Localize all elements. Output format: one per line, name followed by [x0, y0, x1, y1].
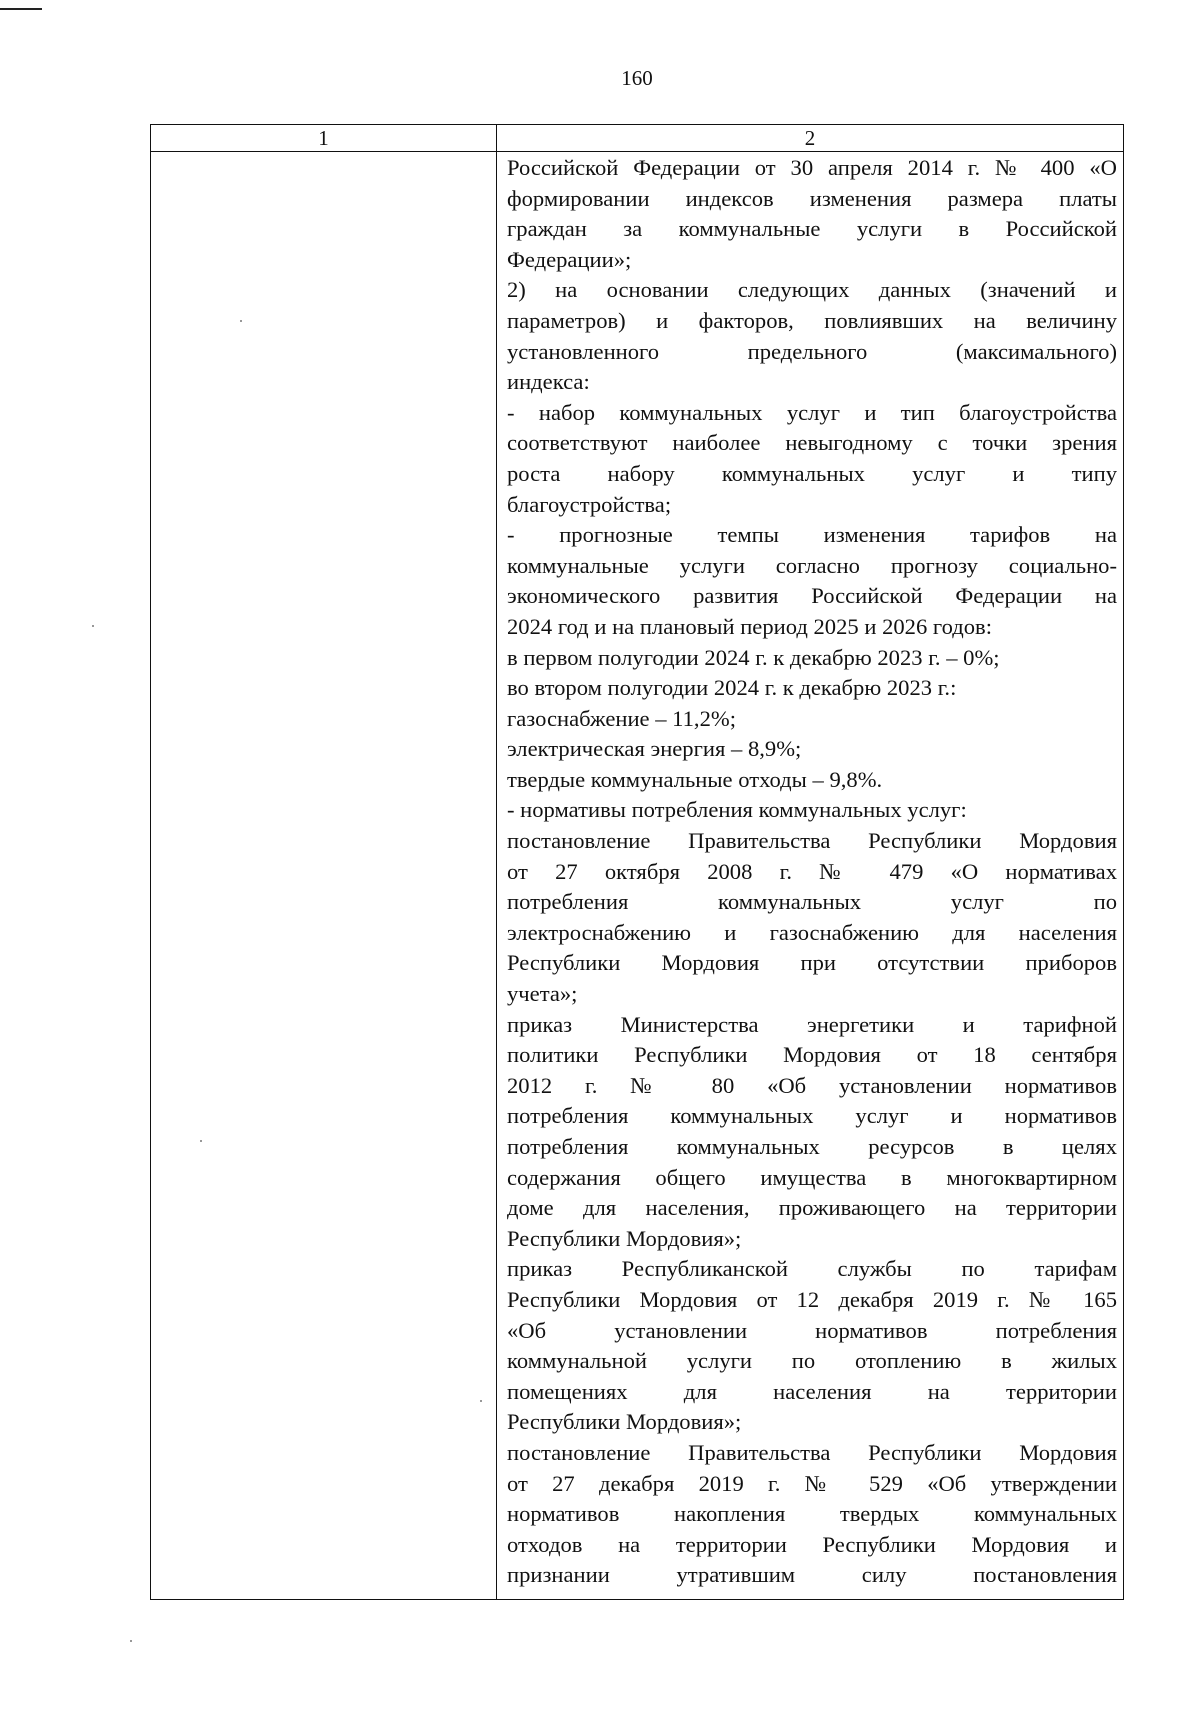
scan-speck	[130, 1640, 132, 1642]
text-line: политики Республики Мордовия от 18 сентября	[507, 1042, 1117, 1068]
document-table	[150, 124, 1124, 1600]
text-line: - прогнозные темпы изменения тарифов на	[507, 522, 1117, 548]
text-line: - нормативы потребления коммунальных услуг:	[507, 797, 967, 823]
text-line: Республики Мордовия»;	[507, 1225, 742, 1251]
text-line: параметров) и факторов, повлиявших на величину	[507, 307, 1117, 333]
scan-edge-mark	[0, 8, 42, 10]
text-line: 2012 г. № 80 «Об установлении нормативов	[507, 1072, 1117, 1098]
text-line: - набор коммунальных услуг и тип благоустройства	[507, 399, 1117, 425]
text-line: учета»;	[507, 981, 578, 1007]
text-line: Республики Мордовия от 12 декабря 2019 г. № 165	[507, 1286, 1117, 1312]
text-line: Федерации»;	[507, 246, 632, 272]
text-line: отходов на территории Республики Мордовия и	[507, 1531, 1117, 1557]
text-line: Республики Мордовия при отсутствии приборов	[507, 950, 1117, 976]
text-line: постановление Правительства Республики Мордовия	[507, 1439, 1117, 1465]
text-line: помещениях для населения на территории	[507, 1378, 1117, 1404]
text-line: роста набору коммунальных услуг и типу	[507, 460, 1117, 486]
text-line: от 27 октября 2008 г. № 479 «О нормативах	[507, 858, 1117, 884]
scan-speck	[92, 625, 94, 627]
table-header-row	[151, 125, 1123, 152]
text-line: приказ Министерства энергетики и тарифной	[507, 1011, 1117, 1037]
text-line: потребления коммунальных услуг по	[507, 889, 1117, 915]
text-line: постановление Правительства Республики Мордовия	[507, 828, 1117, 854]
text-line: признании утратившим силу постановления	[507, 1562, 1117, 1588]
column-header-1: 1	[318, 126, 329, 150]
text-line: соответствуют наиболее невыгодному с точки зрения	[507, 430, 1117, 456]
text-line: благоустройства;	[507, 491, 672, 517]
text-line: установленного предельного (максимального)	[507, 338, 1117, 364]
text-line: экономического развития Российской Федерации на	[507, 583, 1117, 609]
text-line: твердые коммунальные отходы – 9,8%.	[507, 766, 883, 792]
column-2-cell	[507, 153, 1117, 1591]
text-line: формировании индексов изменения размера платы	[507, 185, 1117, 211]
text-line: содержания общего имущества в многоквартирном	[507, 1164, 1117, 1190]
text-line: потребления коммунальных услуг и нормативов	[507, 1103, 1117, 1129]
text-line: в первом полугодии 2024 г. к декабрю 2023 г. – 0%;	[507, 644, 1000, 670]
text-line: во втором полугодии 2024 г. к декабрю 2023 г.:	[507, 675, 957, 701]
text-line: доме для населения, проживающего на территории	[507, 1195, 1117, 1221]
text-line: граждан за коммунальные услуги в Российской	[507, 216, 1117, 242]
text-line: Республики Мордовия»;	[507, 1409, 742, 1435]
text-line: приказ Республиканской службы по тарифам	[507, 1256, 1117, 1282]
text-line: от 27 декабря 2019 г. № 529 «Об утверждении	[507, 1470, 1117, 1496]
column-divider	[496, 125, 497, 1599]
text-line: газоснабжение – 11,2%;	[507, 705, 736, 731]
text-line: Российской Федерации от 30 апреля 2014 г. № 400 «О	[507, 155, 1117, 180]
text-line: 2) на основании следующих данных (значений и	[507, 277, 1117, 303]
text-line: электрическая энергия – 8,9%;	[507, 736, 802, 762]
text-line: потребления коммунальных ресурсов в целях	[507, 1134, 1117, 1159]
page-number: 160	[621, 66, 653, 90]
text-line: коммунальные услуги согласно прогнозу социально-	[507, 552, 1117, 578]
text-line: «Об установлении нормативов потребления	[507, 1317, 1117, 1343]
text-line: 2024 год и на плановый период 2025 и 2026 годов:	[507, 613, 993, 639]
text-line: индекса:	[507, 369, 590, 395]
text-line: коммунальной услуги по отоплению в жилых	[507, 1348, 1117, 1374]
text-line: нормативов накопления твердых коммунальных	[507, 1501, 1117, 1527]
text-line: электроснабжению и газоснабжению для населения	[507, 919, 1117, 945]
column-header-2: 2	[804, 126, 816, 150]
